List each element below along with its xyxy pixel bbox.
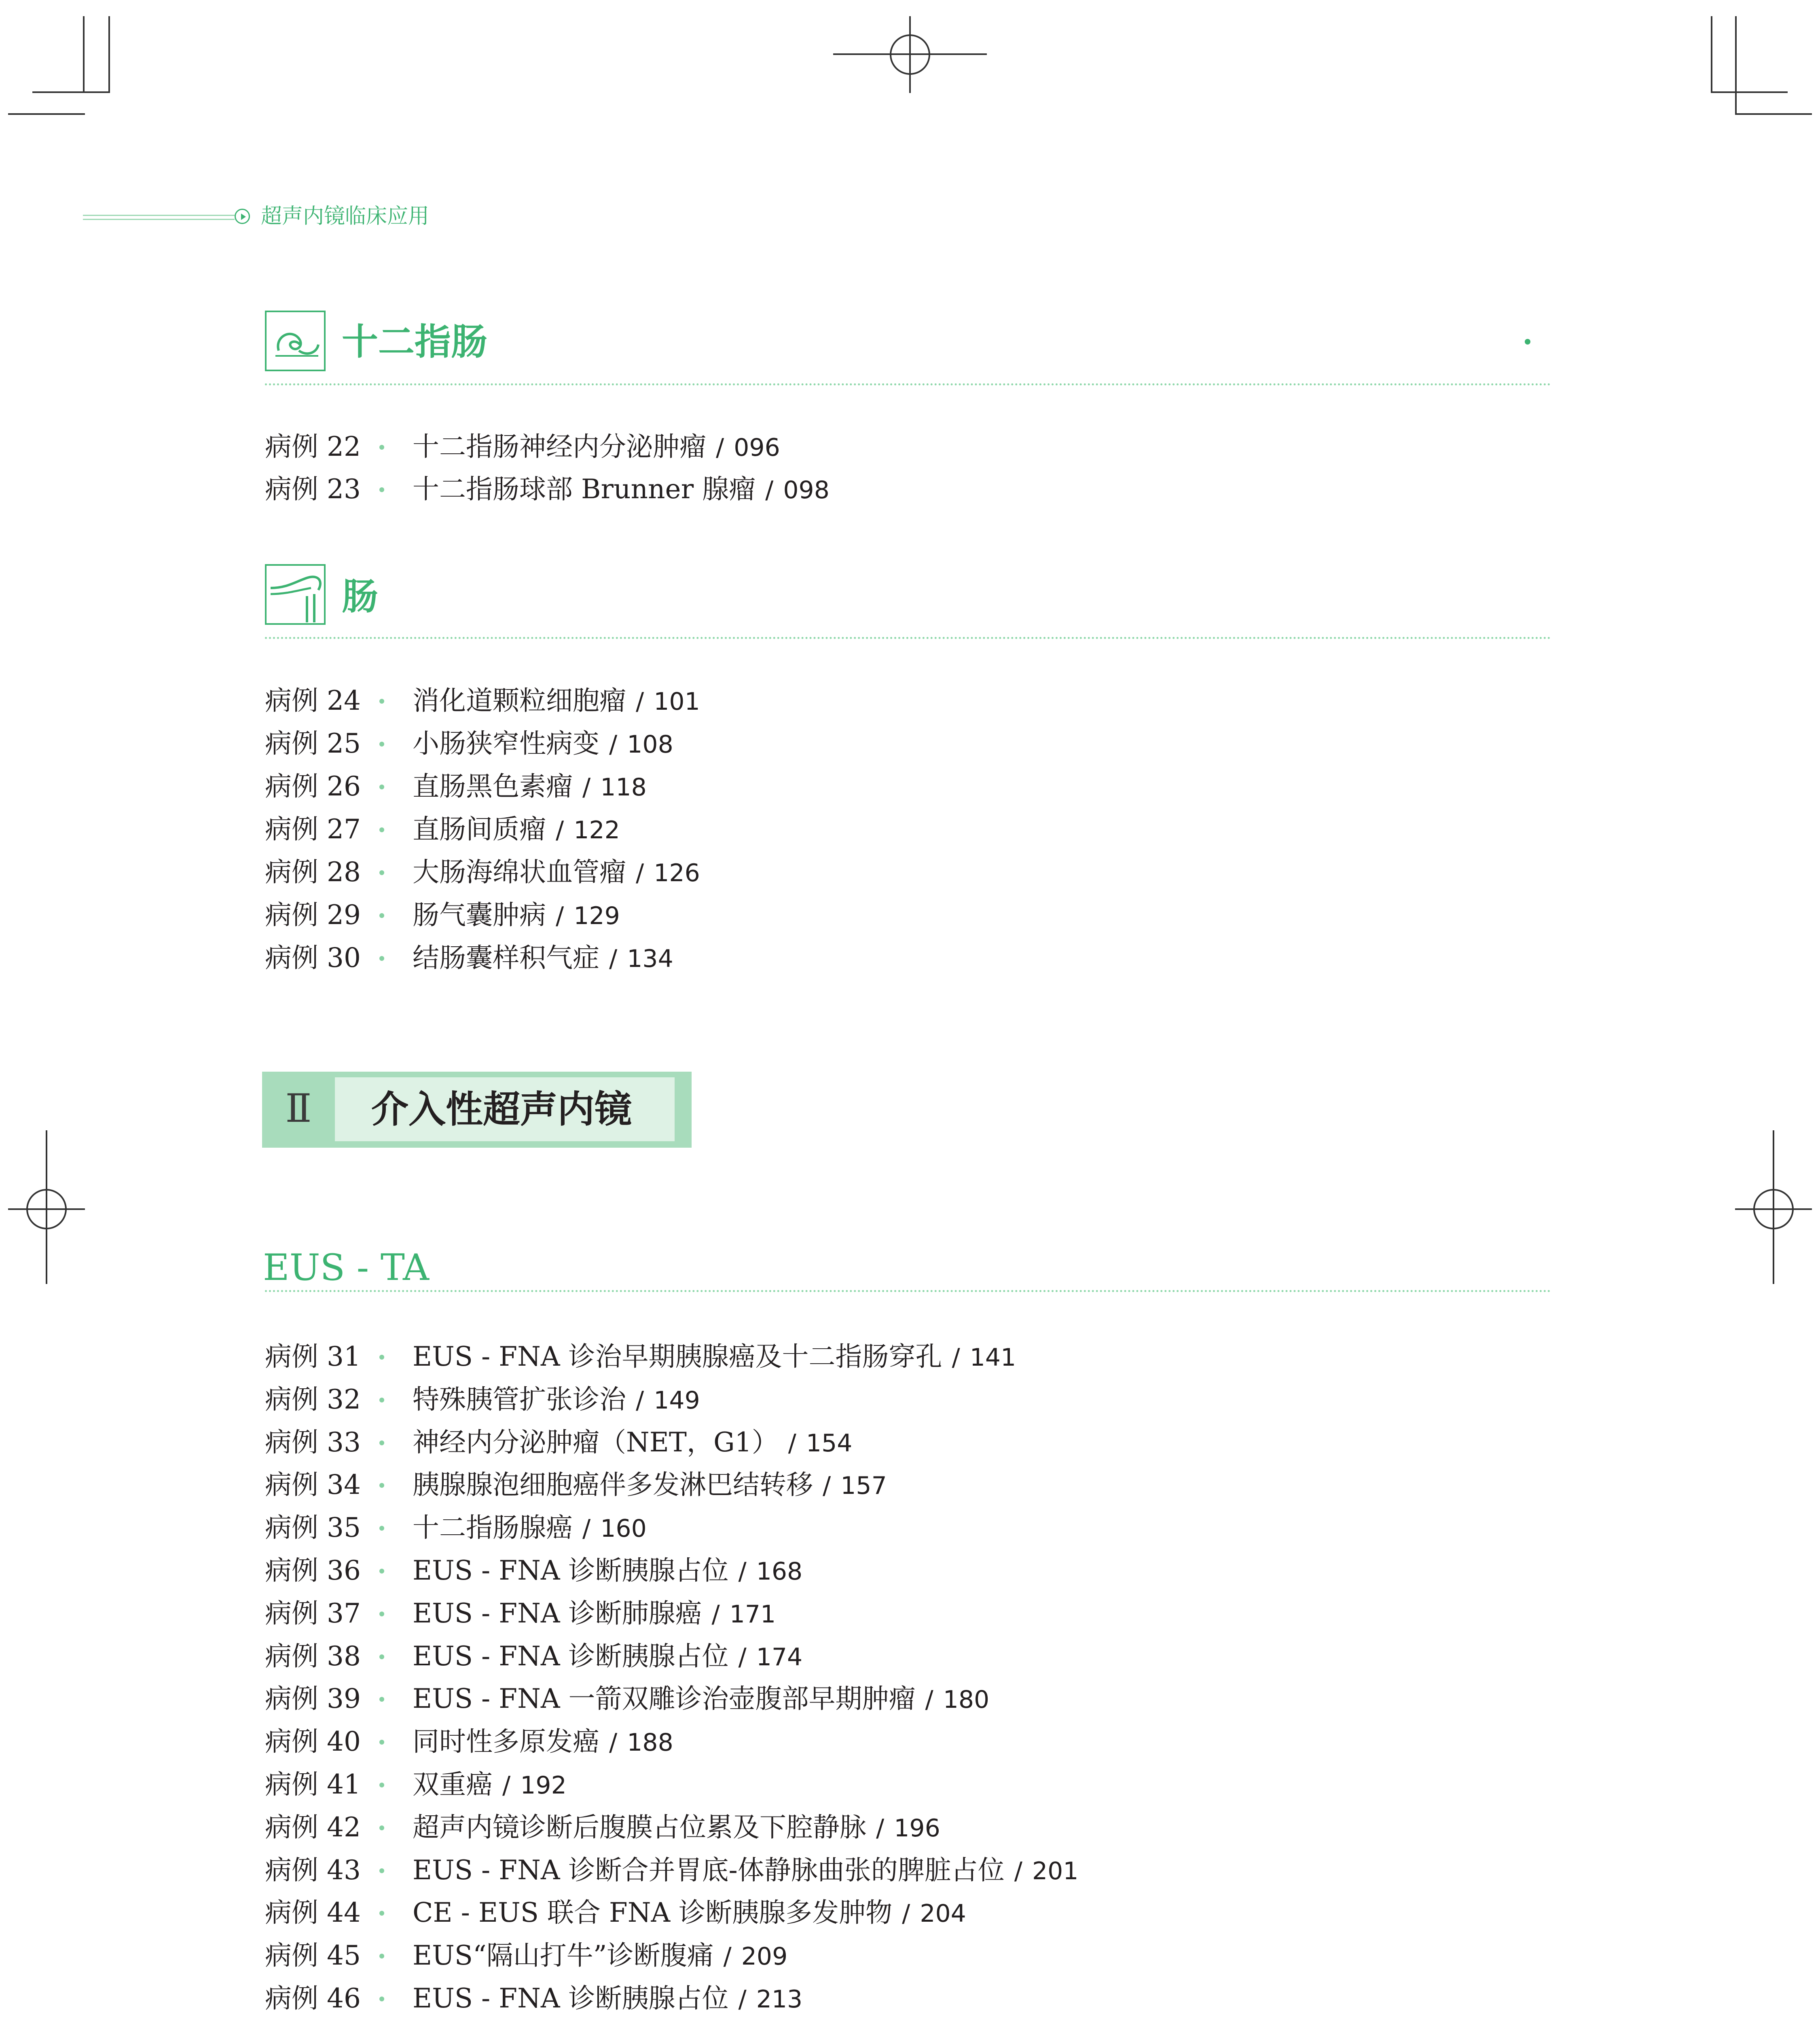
page-ref: 108 bbox=[627, 730, 673, 759]
page-ref: 213 bbox=[756, 1985, 803, 2014]
entry-title-line bbox=[413, 895, 620, 936]
toc-entry[interactable] bbox=[265, 1593, 1559, 1634]
entry-title: EUS“隔山打牛”诊断腹痛 bbox=[413, 1940, 714, 1971]
case-number: 病例 33 bbox=[265, 1427, 361, 1458]
entry-title-line bbox=[413, 852, 700, 893]
bullet-dot bbox=[379, 827, 384, 832]
separator: / bbox=[711, 1600, 720, 1629]
entry-title-line bbox=[413, 809, 620, 850]
intestine-icon bbox=[265, 564, 326, 625]
entry-title: 直肠间质瘤 bbox=[413, 814, 546, 845]
separator: / bbox=[952, 1343, 960, 1372]
separator: / bbox=[902, 1899, 910, 1928]
bullet-dot bbox=[379, 742, 384, 747]
toc-entry[interactable] bbox=[265, 681, 1559, 721]
separator: / bbox=[582, 773, 591, 802]
page-ref: 192 bbox=[520, 1771, 567, 1800]
case-number: 病例 36 bbox=[265, 1555, 361, 1586]
toc-entry[interactable] bbox=[265, 1679, 1559, 1719]
header-rule bbox=[83, 219, 235, 220]
page-ref: 118 bbox=[600, 773, 647, 802]
page-ref: 134 bbox=[627, 945, 673, 973]
entry-title-line bbox=[413, 469, 830, 510]
page-ref: 209 bbox=[741, 1942, 788, 1971]
separator: / bbox=[556, 816, 564, 844]
case-number: 病例 30 bbox=[265, 942, 361, 973]
section-divider bbox=[265, 383, 1551, 385]
page-ref: 201 bbox=[1032, 1857, 1079, 1885]
entry-title-line bbox=[413, 1764, 567, 1806]
toc-entry[interactable] bbox=[265, 895, 1559, 935]
section-title-intestine: 肠 bbox=[342, 575, 378, 618]
entry-title: 双重癌 bbox=[413, 1769, 493, 1800]
separator: / bbox=[738, 1985, 747, 2014]
entry-title: 消化道颗粒细胞瘤 bbox=[413, 685, 626, 716]
entry-title-line bbox=[413, 766, 647, 808]
toc-entry[interactable] bbox=[265, 1722, 1559, 1762]
entry-title-line bbox=[413, 1679, 989, 1720]
duodenum-icon bbox=[265, 311, 326, 371]
case-number: 病例 24 bbox=[265, 685, 361, 716]
entry-title-line bbox=[413, 1465, 887, 1506]
page-ref: 157 bbox=[840, 1472, 887, 1500]
separator: / bbox=[876, 1814, 885, 1842]
entry-title: 小肠狭窄性病变 bbox=[413, 728, 599, 759]
entry-title-line bbox=[413, 1593, 776, 1635]
entry-title: 结肠囊样积气症 bbox=[413, 942, 599, 973]
bullet-dot bbox=[379, 870, 384, 875]
separator: / bbox=[788, 1429, 796, 1457]
case-number: 病例 22 bbox=[265, 431, 361, 462]
toc-entry[interactable] bbox=[265, 723, 1559, 764]
page-ref: 160 bbox=[600, 1514, 647, 1543]
entry-title: EUS - FNA 一箭双雕诊治壶腹部早期肿瘤 bbox=[413, 1683, 916, 1714]
entry-title: 十二指肠神经内分泌肿瘤 bbox=[413, 431, 706, 462]
part-number: Ⅱ bbox=[285, 1086, 312, 1131]
bullet-dot bbox=[379, 1654, 384, 1659]
toc-entry[interactable] bbox=[265, 1978, 1559, 2019]
case-number: 病例 45 bbox=[265, 1940, 361, 1971]
bullet-dot bbox=[379, 1825, 384, 1830]
entry-title-line bbox=[413, 1893, 966, 1934]
entry-title-line bbox=[413, 1550, 802, 1592]
separator: / bbox=[556, 902, 564, 930]
entry-title-line bbox=[413, 938, 673, 979]
entry-title: 大肠海绵状血管瘤 bbox=[413, 857, 626, 888]
toc-entry[interactable] bbox=[265, 427, 1559, 467]
section-title-duodenum: 十二指肠 bbox=[342, 320, 487, 363]
toc-entry[interactable] bbox=[265, 1935, 1559, 1976]
part-banner bbox=[262, 1072, 692, 1148]
case-number: 病例 27 bbox=[265, 814, 361, 845]
entry-title: 超声内镜诊断后腹膜占位累及下腔静脉 bbox=[413, 1812, 866, 1843]
case-number: 病例 28 bbox=[265, 857, 361, 888]
entry-title-line bbox=[413, 1807, 940, 1849]
entry-title-line bbox=[413, 723, 673, 765]
page-ref: 204 bbox=[920, 1899, 966, 1928]
running-header-title: 超声内镜临床应用 bbox=[261, 204, 430, 228]
toc-entry[interactable] bbox=[265, 1508, 1559, 1548]
bullet-dot bbox=[379, 1526, 384, 1531]
bullet-dot bbox=[379, 956, 384, 961]
case-number: 病例 31 bbox=[265, 1341, 361, 1372]
page-ref: 168 bbox=[756, 1557, 803, 1586]
page-ref: 141 bbox=[969, 1343, 1016, 1372]
toc-entry[interactable] bbox=[265, 1379, 1559, 1420]
case-number: 病例 40 bbox=[265, 1726, 361, 1757]
case-number: 病例 26 bbox=[265, 771, 361, 802]
entry-title-line bbox=[413, 681, 700, 722]
case-number: 病例 38 bbox=[265, 1641, 361, 1672]
page-ref: 180 bbox=[943, 1686, 990, 1714]
entry-title: EUS - FNA 诊断胰腺占位 bbox=[413, 1555, 729, 1586]
case-number: 病例 29 bbox=[265, 899, 361, 931]
case-number: 病例 42 bbox=[265, 1812, 361, 1843]
bullet-dot bbox=[379, 1440, 384, 1445]
entry-title-line bbox=[413, 1722, 673, 1763]
bullet-dot bbox=[379, 487, 384, 492]
entry-title: 十二指肠球部 Brunner 腺瘤 bbox=[413, 474, 756, 505]
case-number: 病例 39 bbox=[265, 1683, 361, 1714]
page-ref: 129 bbox=[574, 902, 620, 930]
case-number: 病例 34 bbox=[265, 1469, 361, 1500]
entry-title: EUS - FNA 诊断胰腺占位 bbox=[413, 1641, 729, 1672]
bullet-dot bbox=[379, 1398, 384, 1402]
part-title: 介入性超声内镜 bbox=[371, 1087, 632, 1131]
entry-title: CE - EUS 联合 FNA 诊断胰腺多发肿物 bbox=[413, 1897, 893, 1928]
bullet-dot bbox=[379, 1868, 384, 1873]
toc-entry[interactable] bbox=[265, 1636, 1559, 1677]
separator: / bbox=[609, 945, 618, 973]
toc-entry[interactable] bbox=[265, 1465, 1559, 1505]
entry-title-line bbox=[413, 427, 780, 468]
separator: / bbox=[1014, 1857, 1022, 1885]
bullet-dot bbox=[379, 1740, 384, 1745]
separator: / bbox=[716, 434, 724, 462]
section-divider bbox=[265, 1290, 1551, 1292]
bullet-dot bbox=[379, 1997, 384, 2001]
page-ref: 149 bbox=[654, 1386, 700, 1415]
page-ref: 174 bbox=[756, 1643, 803, 1671]
toc-entry[interactable] bbox=[265, 1422, 1559, 1463]
page-ref: 096 bbox=[734, 434, 780, 462]
toc-entry[interactable] bbox=[265, 938, 1559, 978]
page-ref: 154 bbox=[806, 1429, 853, 1457]
separator: / bbox=[636, 1386, 644, 1415]
entry-title: 直肠黑色素瘤 bbox=[413, 771, 573, 802]
toc-entry[interactable] bbox=[265, 1550, 1559, 1591]
entry-title: 胰腺腺泡细胞癌伴多发淋巴结转移 bbox=[413, 1469, 813, 1500]
entry-title-line bbox=[413, 1935, 787, 1977]
entry-title-line bbox=[413, 1508, 647, 1549]
section-title-eus-ta: EUS - TA bbox=[263, 1246, 429, 1289]
page-ref: 188 bbox=[627, 1728, 673, 1757]
separator: / bbox=[738, 1643, 747, 1671]
separator: / bbox=[502, 1771, 511, 1800]
entry-title: 神经内分泌肿瘤（NET，G1） bbox=[413, 1427, 779, 1458]
entry-title: EUS - FNA 诊断肺腺癌 bbox=[413, 1598, 702, 1629]
page-ref: 126 bbox=[654, 859, 700, 887]
bullet-dot bbox=[379, 913, 384, 918]
page-ref: 196 bbox=[894, 1814, 940, 1842]
bullet-dot bbox=[379, 1569, 384, 1574]
entry-title-line bbox=[413, 1337, 1016, 1378]
bullet-dot bbox=[379, 1355, 384, 1360]
entry-title: EUS - FNA 诊断合并胃底-体静脉曲张的脾脏占位 bbox=[413, 1855, 1005, 1886]
separator: / bbox=[723, 1942, 732, 1971]
toc-entry[interactable] bbox=[265, 766, 1559, 807]
case-number: 病例 32 bbox=[265, 1384, 361, 1415]
case-number: 病例 41 bbox=[265, 1769, 361, 1800]
bullet-dot bbox=[379, 1783, 384, 1787]
separator: / bbox=[636, 687, 644, 716]
page-ref: 171 bbox=[729, 1600, 776, 1629]
entry-title-line bbox=[413, 1978, 802, 2020]
running-header bbox=[83, 206, 487, 226]
toc-entry[interactable] bbox=[265, 469, 1559, 510]
entry-title: 同时性多原发癌 bbox=[413, 1726, 599, 1757]
bullet-dot bbox=[379, 445, 384, 450]
bullet-dot bbox=[379, 1697, 384, 1702]
bullet-dot bbox=[379, 785, 384, 789]
entry-title: 特殊胰管扩张诊治 bbox=[413, 1384, 626, 1415]
separator: / bbox=[925, 1686, 933, 1714]
page-ref: 122 bbox=[574, 816, 620, 844]
bullet-dot bbox=[379, 1612, 384, 1616]
separator: / bbox=[823, 1472, 831, 1500]
separator: / bbox=[765, 476, 774, 504]
bullet-dot bbox=[379, 1911, 384, 1916]
header-rule bbox=[83, 215, 235, 216]
case-number: 病例 44 bbox=[265, 1897, 361, 1928]
separator: / bbox=[582, 1514, 591, 1543]
section-divider bbox=[265, 637, 1551, 639]
entry-title: 十二指肠腺癌 bbox=[413, 1512, 573, 1543]
case-number: 病例 46 bbox=[265, 1983, 361, 2014]
entry-title: 肠气囊肿病 bbox=[413, 899, 546, 931]
toc-entry[interactable] bbox=[265, 1850, 1559, 1891]
entry-title-line bbox=[413, 1379, 700, 1421]
toc-entry[interactable] bbox=[265, 1807, 1559, 1848]
page-ref: 101 bbox=[654, 687, 700, 716]
case-number: 病例 43 bbox=[265, 1855, 361, 1886]
case-number: 病例 25 bbox=[265, 728, 361, 759]
bullet-dot bbox=[379, 1483, 384, 1488]
entry-title-line bbox=[413, 1422, 852, 1464]
entry-title-line bbox=[413, 1636, 802, 1677]
toc-entry[interactable] bbox=[265, 852, 1559, 893]
toc-entry[interactable] bbox=[265, 809, 1559, 850]
play-icon bbox=[235, 209, 250, 224]
entry-title-line bbox=[413, 1850, 1079, 1891]
separator: / bbox=[738, 1557, 747, 1586]
bullet-dot bbox=[379, 1954, 384, 1959]
case-number: 病例 23 bbox=[265, 474, 361, 505]
case-number: 病例 37 bbox=[265, 1598, 361, 1629]
section-dot bbox=[1525, 339, 1530, 345]
bullet-dot bbox=[379, 699, 384, 704]
toc-entry[interactable] bbox=[265, 1764, 1559, 1805]
page-ref: 098 bbox=[783, 476, 830, 504]
separator: / bbox=[636, 859, 644, 887]
entry-title: EUS - FNA 诊治早期胰腺癌及十二指肠穿孔 bbox=[413, 1341, 942, 1372]
toc-entry[interactable] bbox=[265, 1337, 1559, 1377]
separator: / bbox=[609, 1728, 618, 1757]
toc-entry[interactable] bbox=[265, 1893, 1559, 1933]
entry-title: EUS - FNA 诊断胰腺占位 bbox=[413, 1983, 729, 2014]
separator: / bbox=[609, 730, 618, 759]
case-number: 病例 35 bbox=[265, 1512, 361, 1543]
